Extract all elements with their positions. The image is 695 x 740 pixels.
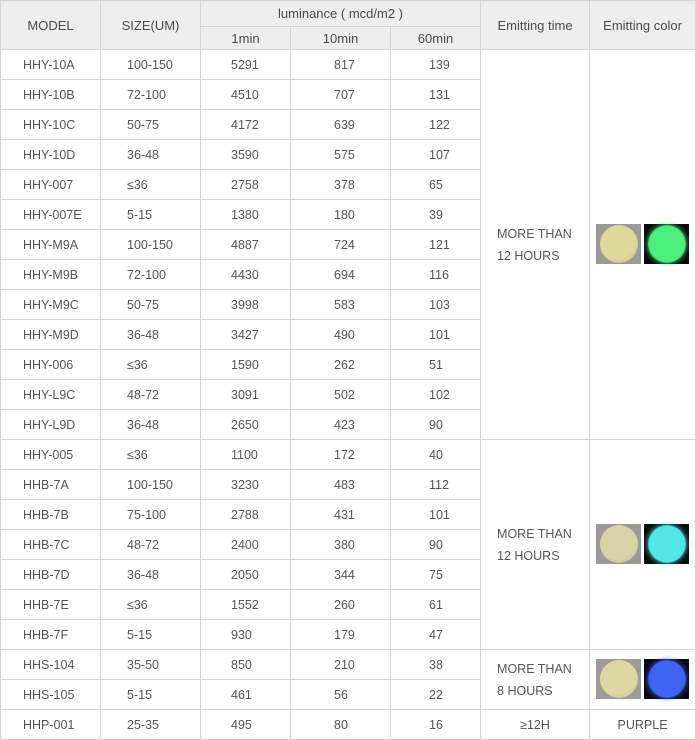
cell-t10: 583 <box>291 290 391 320</box>
cell-t1: 2758 <box>201 170 291 200</box>
cell-model: HHY-M9D <box>1 320 101 350</box>
cell-size: 5-15 <box>101 680 201 710</box>
emitting-time-line1: MORE THAN <box>497 526 572 541</box>
cell-size: 36-48 <box>101 140 201 170</box>
emitting-color-cell <box>590 440 695 650</box>
emitting-color-cell <box>590 710 695 740</box>
header-model: MODEL <box>1 1 101 50</box>
cell-t1: 461 <box>201 680 291 710</box>
glow-sample-image <box>644 224 689 264</box>
emitting-time-line1: ≥12H <box>520 717 550 732</box>
cell-t1: 930 <box>201 620 291 650</box>
emitting-time-cell <box>481 440 590 650</box>
cell-t60: 122 <box>391 110 481 140</box>
color-swatches <box>596 659 689 699</box>
cell-t1: 1380 <box>201 200 291 230</box>
cell-size: 100-150 <box>101 50 201 80</box>
cell-model: HHB-7F <box>1 620 101 650</box>
emitting-time-line1: MORE THAN <box>497 226 572 241</box>
header-emitting-color: Emitting color <box>590 1 695 50</box>
cell-model: HHB-7B <box>1 500 101 530</box>
cell-model: HHY-M9C <box>1 290 101 320</box>
header-size: SIZE(UM) <box>101 1 201 50</box>
color-swatches <box>596 524 689 564</box>
cell-t60: 51 <box>391 350 481 380</box>
cell-t10: 180 <box>291 200 391 230</box>
cell-t10: 431 <box>291 500 391 530</box>
cell-model: HHP-001 <box>1 710 101 740</box>
cell-t60: 116 <box>391 260 481 290</box>
cell-model: HHY-005 <box>1 440 101 470</box>
cell-model: HHB-7E <box>1 590 101 620</box>
cell-t10: 639 <box>291 110 391 140</box>
cell-t10: 56 <box>291 680 391 710</box>
cell-t10: 724 <box>291 230 391 260</box>
cell-t1: 5291 <box>201 50 291 80</box>
cell-model: HHS-104 <box>1 650 101 680</box>
cell-t60: 90 <box>391 410 481 440</box>
cell-t60: 101 <box>391 500 481 530</box>
cell-t10: 210 <box>291 650 391 680</box>
cell-size: 25-35 <box>101 710 201 740</box>
glow-powder-disc <box>648 225 686 263</box>
cell-size: 100-150 <box>101 230 201 260</box>
cell-model: HHY-L9D <box>1 410 101 440</box>
cell-size: ≤36 <box>101 170 201 200</box>
cell-t10: 502 <box>291 380 391 410</box>
cell-size: ≤36 <box>101 590 201 620</box>
cell-t1: 4887 <box>201 230 291 260</box>
cell-t1: 1552 <box>201 590 291 620</box>
table-row <box>1 50 695 80</box>
cell-t1: 3427 <box>201 320 291 350</box>
cell-size: 72-100 <box>101 80 201 110</box>
cell-size: 36-48 <box>101 560 201 590</box>
daylight-sample-image <box>596 224 641 264</box>
cell-size: 48-72 <box>101 380 201 410</box>
table-row <box>1 440 695 470</box>
cell-t60: 47 <box>391 620 481 650</box>
cell-t10: 423 <box>291 410 391 440</box>
cell-model: HHY-M9B <box>1 260 101 290</box>
cell-t1: 4172 <box>201 110 291 140</box>
cell-model: HHB-7D <box>1 560 101 590</box>
cell-t10: 344 <box>291 560 391 590</box>
cell-size: 35-50 <box>101 650 201 680</box>
cell-model: HHB-7A <box>1 470 101 500</box>
cell-t60: 101 <box>391 320 481 350</box>
cell-t10: 262 <box>291 350 391 380</box>
cell-size: 5-15 <box>101 620 201 650</box>
cell-t60: 121 <box>391 230 481 260</box>
cell-t60: 40 <box>391 440 481 470</box>
daylight-sample-image <box>596 659 641 699</box>
cell-t10: 260 <box>291 590 391 620</box>
emitting-color-label: PURPLE <box>617 717 668 732</box>
cell-t10: 694 <box>291 260 391 290</box>
header-60min: 60min <box>391 27 481 50</box>
glow-sample-image <box>644 524 689 564</box>
cell-t10: 179 <box>291 620 391 650</box>
cell-size: ≤36 <box>101 350 201 380</box>
cell-t1: 1100 <box>201 440 291 470</box>
cell-t1: 3091 <box>201 380 291 410</box>
daylight-powder-disc <box>600 225 638 263</box>
cell-t10: 817 <box>291 50 391 80</box>
emitting-time-line1: MORE THAN <box>497 661 572 676</box>
cell-t10: 483 <box>291 470 391 500</box>
table-row <box>1 710 695 740</box>
glow-sample-image <box>644 659 689 699</box>
cell-model: HHY-10A <box>1 50 101 80</box>
emitting-time-cell <box>481 710 590 740</box>
cell-size: 50-75 <box>101 290 201 320</box>
cell-t10: 490 <box>291 320 391 350</box>
glow-powder-disc <box>648 525 686 563</box>
cell-t60: 90 <box>391 530 481 560</box>
cell-t10: 80 <box>291 710 391 740</box>
cell-model: HHY-007E <box>1 200 101 230</box>
cell-t1: 2788 <box>201 500 291 530</box>
cell-t1: 4510 <box>201 80 291 110</box>
emitting-time-cell <box>481 650 590 710</box>
cell-t1: 2050 <box>201 560 291 590</box>
daylight-sample-image <box>596 524 641 564</box>
table-body <box>1 50 695 740</box>
cell-t10: 707 <box>291 80 391 110</box>
cell-t60: 139 <box>391 50 481 80</box>
cell-t60: 39 <box>391 200 481 230</box>
cell-t1: 850 <box>201 650 291 680</box>
emitting-color-cell <box>590 50 695 440</box>
cell-model: HHY-M9A <box>1 230 101 260</box>
emitting-time-line2: 12 HOURS <box>497 248 560 263</box>
emitting-time-line2: 8 HOURS <box>497 683 553 698</box>
cell-size: 36-48 <box>101 320 201 350</box>
cell-model: HHY-007 <box>1 170 101 200</box>
cell-model: HHY-10B <box>1 80 101 110</box>
daylight-powder-disc <box>600 660 638 698</box>
cell-size: ≤36 <box>101 440 201 470</box>
cell-t60: 103 <box>391 290 481 320</box>
cell-t60: 65 <box>391 170 481 200</box>
glow-powder-disc <box>648 660 686 698</box>
header-luminance: luminance ( mcd/m2 ) <box>201 1 481 27</box>
cell-t1: 1590 <box>201 350 291 380</box>
cell-t60: 112 <box>391 470 481 500</box>
cell-size: 75-100 <box>101 500 201 530</box>
cell-model: HHY-10C <box>1 110 101 140</box>
cell-t60: 38 <box>391 650 481 680</box>
cell-t10: 575 <box>291 140 391 170</box>
cell-t1: 3590 <box>201 140 291 170</box>
cell-t1: 3998 <box>201 290 291 320</box>
cell-size: 72-100 <box>101 260 201 290</box>
cell-t1: 2650 <box>201 410 291 440</box>
header-10min: 10min <box>291 27 391 50</box>
cell-t1: 2400 <box>201 530 291 560</box>
emitting-time-cell <box>481 50 590 440</box>
emitting-time-line2: 12 HOURS <box>497 548 560 563</box>
cell-t60: 131 <box>391 80 481 110</box>
cell-t60: 102 <box>391 380 481 410</box>
cell-t1: 4430 <box>201 260 291 290</box>
cell-size: 50-75 <box>101 110 201 140</box>
cell-model: HHY-006 <box>1 350 101 380</box>
cell-model: HHB-7C <box>1 530 101 560</box>
color-swatches <box>596 224 689 264</box>
cell-t60: 107 <box>391 140 481 170</box>
cell-t1: 495 <box>201 710 291 740</box>
cell-model: HHS-105 <box>1 680 101 710</box>
cell-t10: 172 <box>291 440 391 470</box>
daylight-powder-disc <box>600 525 638 563</box>
cell-t60: 61 <box>391 590 481 620</box>
header-emitting-time: Emitting time <box>481 1 590 50</box>
cell-t10: 380 <box>291 530 391 560</box>
cell-size: 36-48 <box>101 410 201 440</box>
cell-t10: 378 <box>291 170 391 200</box>
cell-t1: 3230 <box>201 470 291 500</box>
cell-t60: 22 <box>391 680 481 710</box>
cell-t60: 75 <box>391 560 481 590</box>
cell-model: HHY-L9C <box>1 380 101 410</box>
cell-size: 5-15 <box>101 200 201 230</box>
cell-size: 48-72 <box>101 530 201 560</box>
table-row <box>1 650 695 680</box>
header-1min: 1min <box>201 27 291 50</box>
cell-model: HHY-10D <box>1 140 101 170</box>
emitting-color-cell <box>590 650 695 710</box>
cell-size: 100-150 <box>101 470 201 500</box>
cell-t60: 16 <box>391 710 481 740</box>
